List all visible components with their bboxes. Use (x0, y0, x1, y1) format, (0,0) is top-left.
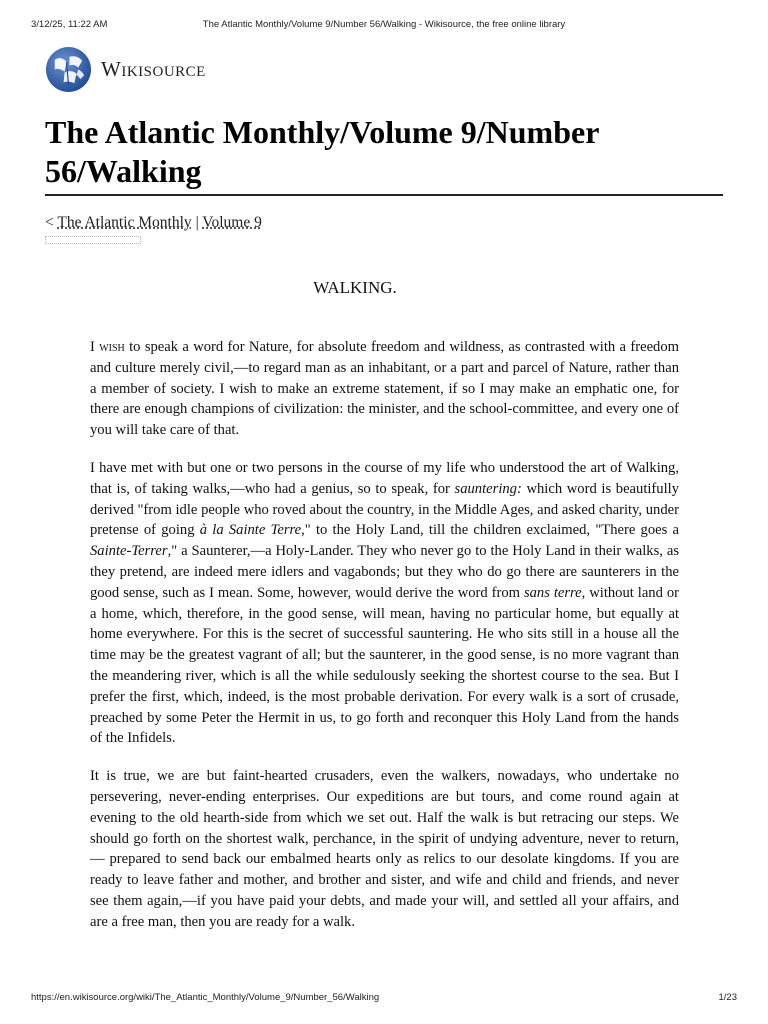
nav-placeholder-box (45, 236, 141, 244)
paragraph-2-text-a: I have met with but one or two persons in the course of my life who understood the art of Walking, that is, of taking walks,—who had a genius, so to speak, for (90, 459, 679, 497)
paragraph-2-italic-1: sauntering: (454, 480, 522, 497)
print-page-number: 1/23 (718, 992, 737, 1003)
paragraph-2 (90, 458, 679, 749)
nav-separator: | (195, 214, 199, 231)
wikisource-logo[interactable] (45, 46, 206, 93)
paragraph-2-text-c: ," to the Holy Land, till the children exclaimed, "There goes a (301, 522, 680, 539)
print-url: https://en.wikisource.org/wiki/The_Atlantic_Monthly/Volume_9/Number_56/Walking (31, 992, 380, 1003)
print-datetime: 3/12/25, 11:22 AM (31, 19, 108, 30)
link-volume-9[interactable]: Volume 9 (202, 214, 262, 231)
article-body (90, 337, 679, 950)
paragraph-1-text: to speak a word for Nature, for absolute freedom and wildness, as contrasted with a freedom and culture merely civil,—to regard man as an inhabitant, or a part and parcel of Nature, rather than a member of society. I wish to make an extreme statement, if so I may make an emphatic one, for there are enough champions of civilization: the minister, and the school-committee, and every one of you will take care of that. (90, 339, 679, 439)
paragraph-1-smallcaps: I wish (90, 339, 125, 355)
paragraph-2-text-e: , without land or a home, which, therefore, in the good sense, will mean, having no particular home, but equally at home everywhere. For this is the secret of successful sauntering. He who sits still in a house all the time may be the greatest vagrant of all; but the saunterer, in the good sense, is no more vagrant than the meandering river, which is all the while sedulously seeking the shortest course to the sea. But I prefer the first, which, indeed, is the most probable derivation. For every walk is a sort of crusade, preached by some Peter the Hermit in us, to go forth and reconquer this Holy Land from the hands of the Infidels. (90, 584, 679, 747)
paragraph-2-italic-3: Sainte-Terrer (90, 543, 168, 560)
link-atlantic-monthly[interactable]: The Atlantic Monthly (57, 214, 192, 231)
paragraph-2-text-d: ," a Saunterer,—a Holy-Lander. They who never go to the Holy Land in their walks, as they pretend, are indeed mere idlers and vagabonds; but they who do go there are saunterers in the good sense, such as I mean. Some, however, would derive the word from (90, 543, 679, 601)
page-title: The Atlantic Monthly/Volume 9/Number 56/Walking (45, 113, 723, 196)
paragraph-2-text-b: which word is beautifully derived "from idle people who roved about the country, in the Middle Ages, and asked charity, under pretense of going (90, 480, 679, 539)
article-heading: WALKING. (313, 278, 397, 297)
wikisource-wordmark: Wikisource (101, 57, 206, 81)
header-navigation (45, 214, 262, 232)
nav-prev-symbol: < (45, 214, 54, 231)
paragraph-2-italic-4: sans terre (523, 584, 582, 601)
paragraph-1 (90, 337, 679, 441)
print-page-title: The Atlantic Monthly/Volume 9/Number 56/Walking - Wikisource, the free online library (202, 19, 566, 30)
paragraph-2-italic-2: à la Sainte Terre (199, 522, 302, 539)
wikisource-globe-icon (45, 46, 92, 93)
print-header (31, 19, 737, 30)
print-footer (31, 992, 737, 1003)
paragraph-3: It is true, we are but faint-hearted crusaders, even the walkers, nowadays, who undertake no persevering, never-ending enterprises. Our expeditions are but tours, and come round again at evening to the old hearth-side from which we set out. Half the walk is but retracing our steps. We should go forth on the shortest walk, perchance, in the spirit of undying adventure, never to return,— prepared to send back our embalmed hearts only as relics to our desolate kingdoms. If you are ready to leave father and mother, and brother and sister, and wife and child and friends, and never see them again,—if you have paid your debts, and made your will, and settled all your affairs, and are a free man, then you are ready for a walk. (90, 768, 679, 930)
